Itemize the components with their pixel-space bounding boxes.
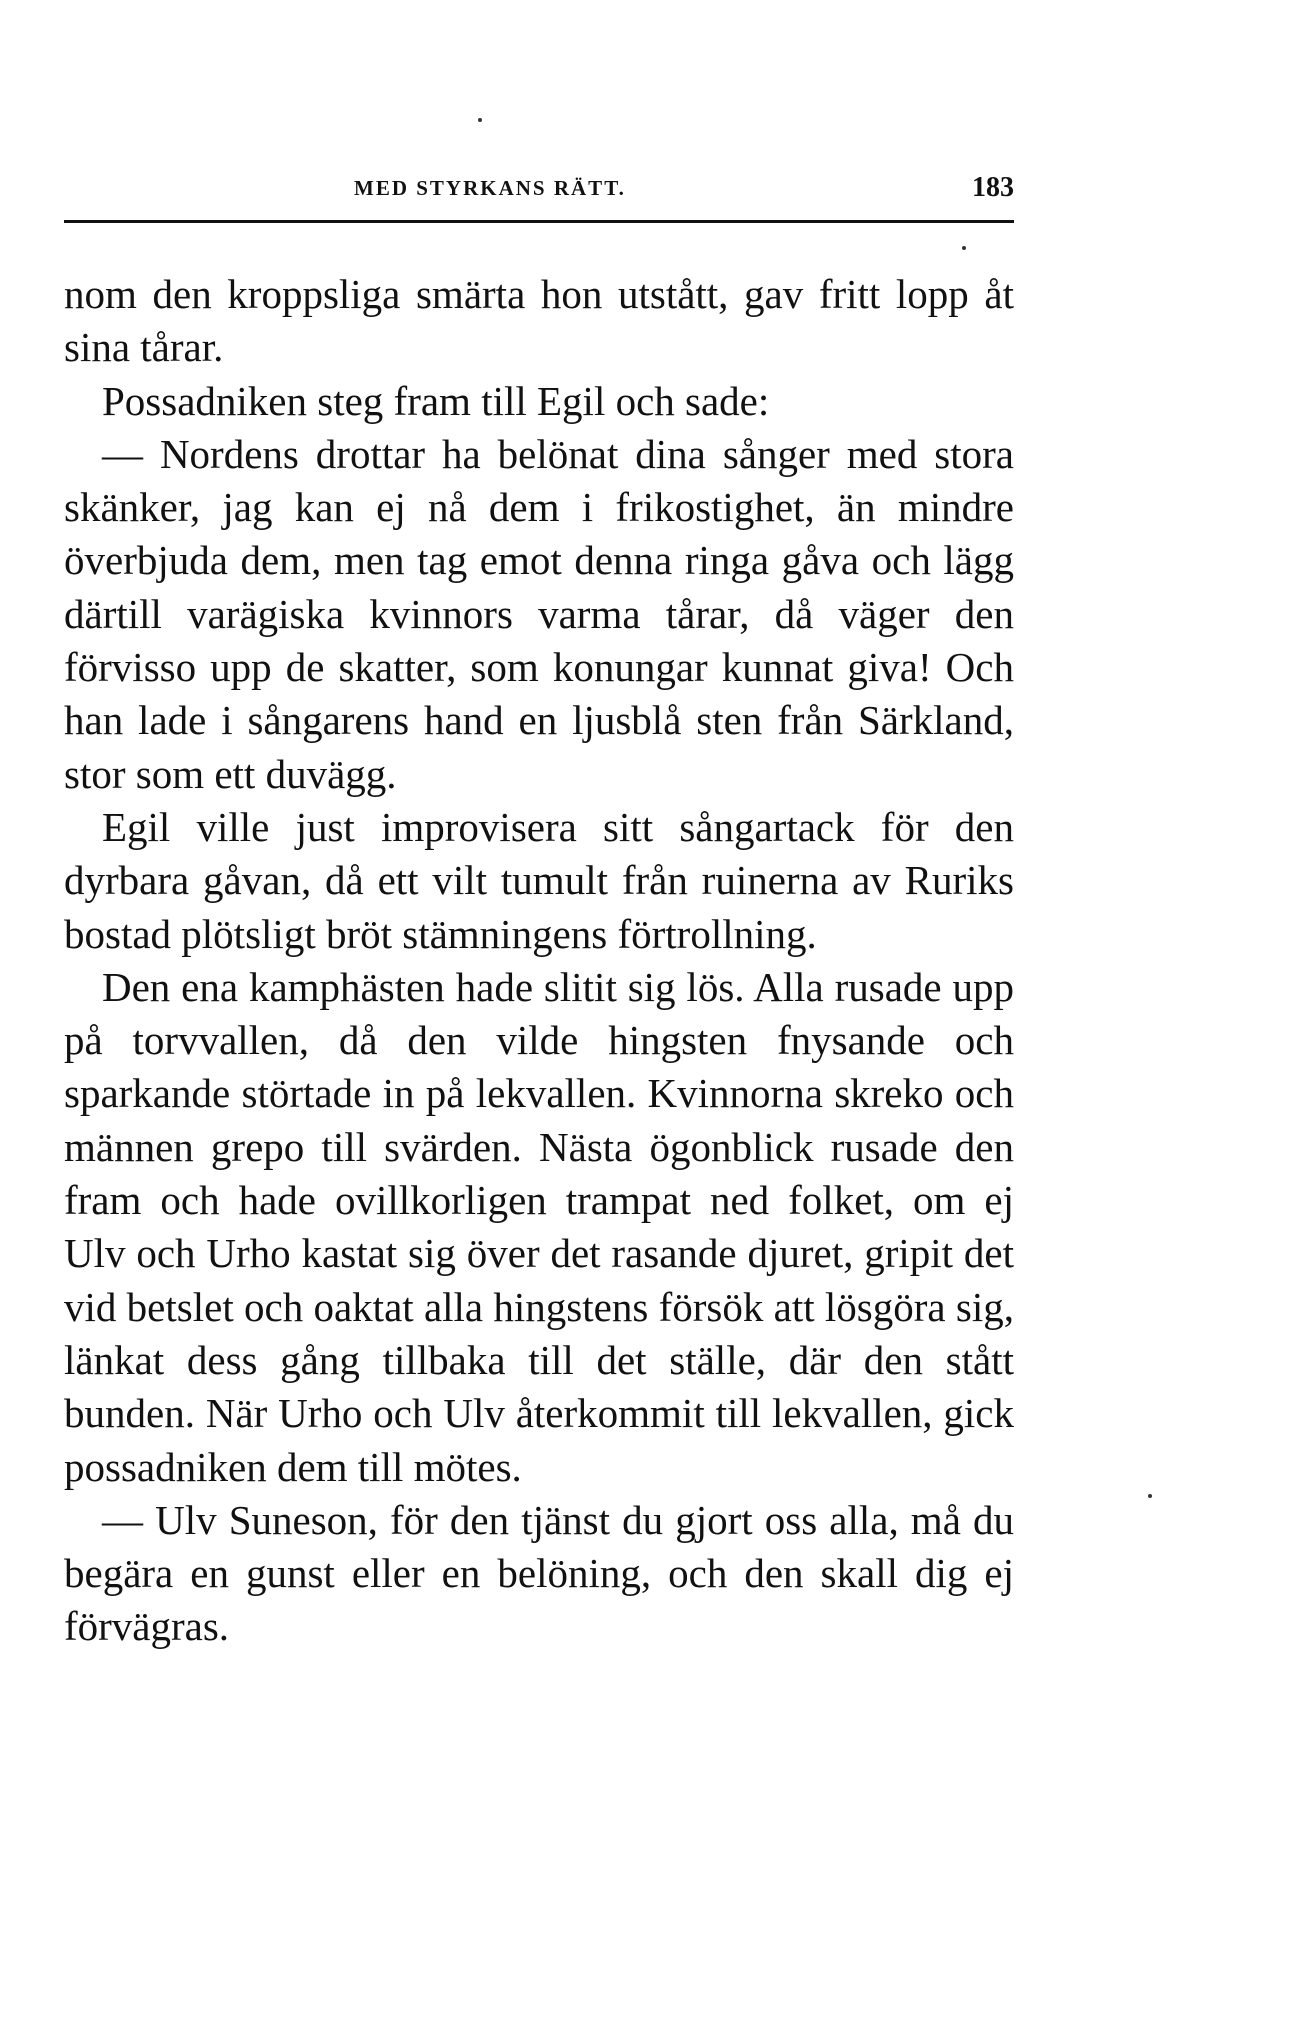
running-title: MED STYRKANS RÄTT. [354, 176, 626, 200]
paragraph: — Ulv Suneson, för den tjänst du gjort oss alla, må du begära en gunst eller en belöning, och den skall dig ej förvägras. [64, 1496, 1014, 1650]
paragraph: Possadniken steg fram till Egil och sade: [102, 377, 770, 424]
page-number: 183 [972, 172, 1014, 203]
paragraph: — Nordens drottar ha belönat dina sånger med stora skänker, jag kan ej nå dem i frikostighet, än mindre överbjuda dem, men tag emot denna ringa gåva och lägg därtill varägiska kvinnors varma tårar, då väger den förvisso upp de skatter, som konungar kunnat giva! Och han lade i sångarens hand en ljusblå sten från Särkland, stor som ett duvägg. [64, 430, 1014, 797]
header-rule [64, 220, 1014, 223]
page-header [64, 172, 1014, 212]
print-speck [1148, 1494, 1152, 1498]
print-speck [478, 118, 482, 122]
paragraph: nom den kroppsliga smärta hon utstått, gav fritt lopp åt sina tårar. [64, 271, 1014, 371]
print-speck [962, 246, 966, 250]
body-text [64, 268, 1014, 1654]
paragraph: Den ena kamphästen hade slitit sig lös. Alla rusade upp på torvvallen, då den vilde hingsten fnysande och sparkande störtade in på lekvallen. Kvinnorna skreko och männen grepo till svärden. Nästa ögonblick rusade den fram och hade ovillkorligen trampat ned folket, om ej Ulv och Urho kastat sig över det rasande djuret, gripit det vid betslet och oaktat alla hingstens försök att lösgöra sig, länkat dess gång tillbaka till det ställe, där den stått bunden. När Urho och Ulv återkommit till lekvallen, gick possadniken dem till mötes. [64, 963, 1014, 1490]
paragraph: Egil ville just improvisera sitt sångartack för den dyrbara gåvan, då ett vilt tumult från ruinerna av Ruriks bostad plötsligt bröt stämningens förtrollning. [64, 803, 1014, 957]
